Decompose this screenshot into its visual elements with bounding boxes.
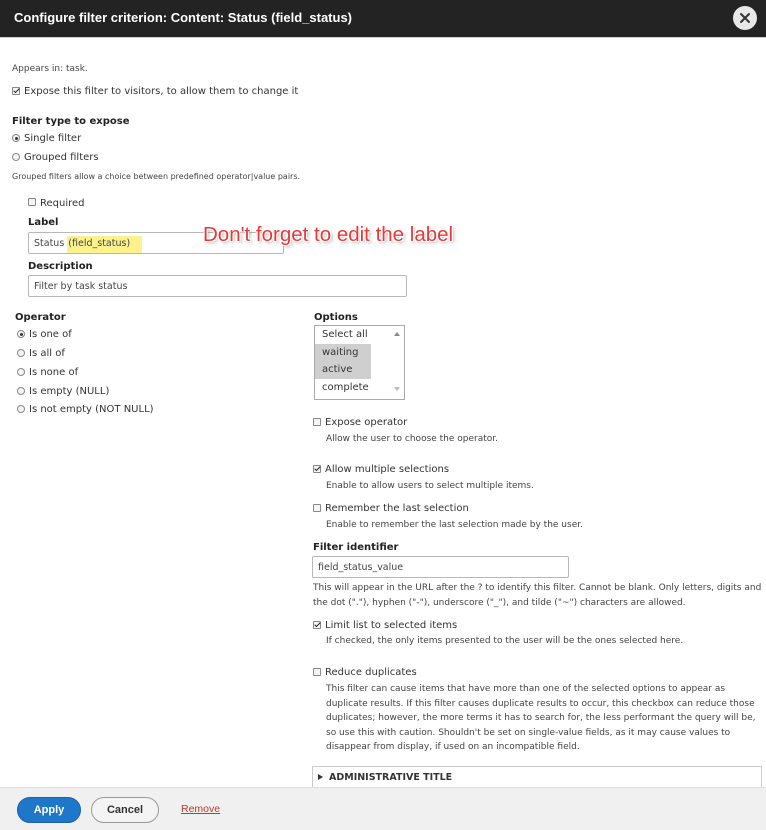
expose-filter-checkbox[interactable] [12,87,20,95]
cancel-button[interactable]: Cancel [91,797,159,823]
label-heading: Label [28,217,59,228]
administrative-title-details[interactable] [312,766,762,788]
reduce-duplicates-label: Reduce duplicates [325,667,417,678]
appears-in-text: Appears in: task. [12,64,88,74]
option-complete[interactable]: complete [322,381,369,393]
expose-operator-label: Expose operator [325,417,408,428]
scroll-up-icon[interactable] [394,332,400,336]
operator-is-one-of-label: Is one of [29,329,72,340]
administrative-title-summary: ADMINISTRATIVE TITLE [329,772,453,783]
allow-multiple-checkbox[interactable] [313,465,321,473]
remember-last-checkbox[interactable] [313,504,321,512]
dialog-titlebar [0,0,766,37]
operator-is-empty-label: Is empty (NULL) [29,386,110,397]
label-input-highlight: (field_status) [67,236,142,253]
option-select-all[interactable]: Select all [322,329,368,340]
remove-link[interactable]: Remove [181,803,221,815]
single-filter-radio[interactable] [12,134,20,142]
description-heading: Description [28,261,93,272]
reduce-duplicates-help-1: This filter can cause items that have more than one of the selected options to appear as [326,684,726,694]
operator-is-all-of-label: Is all of [29,348,65,359]
expose-operator-help: Allow the user to choose the operator. [326,434,499,444]
content-top-border [0,37,766,48]
dialog-title: Configure filter criterion: Content: Status (field_status) [14,10,353,25]
reduce-duplicates-help-3: duplicates; however, the more terms it has to search for, the less performant the query will be, [326,713,756,723]
description-input[interactable] [28,275,407,297]
annotation-callout: Don't forget to edit the label [203,223,454,246]
operator-is-none-of-label: Is none of [29,367,79,378]
operator-is-empty-radio[interactable] [17,387,25,395]
single-filter-label: Single filter [24,133,82,144]
label-input-value: Status [34,238,68,249]
operator-is-not-empty-label: Is not empty (NOT NULL) [29,404,154,415]
options-heading: Options [314,312,358,323]
dialog-footer [0,787,766,830]
limit-list-help: If checked, the only items presented to the user will be the ones selected here. [326,636,684,646]
filter-identifier-heading: Filter identifier [313,542,399,553]
grouped-filters-label: Grouped filters [24,152,99,163]
expose-operator-checkbox[interactable] [313,418,321,426]
filter-type-heading: Filter type to expose [12,116,130,127]
operator-is-not-empty-radio[interactable] [17,405,25,413]
reduce-duplicates-checkbox[interactable] [313,668,321,676]
options-multiselect[interactable] [314,325,405,400]
reduce-duplicates-help-2: duplicate results. If this filter causes duplicate results to occur, this checkbox can reduce those [326,699,755,709]
reduce-duplicates-help-5: disappear from display, if used on an incompatible field. [326,742,580,752]
close-icon[interactable] [733,6,757,30]
option-waiting[interactable]: waiting [315,344,371,362]
grouped-filters-radio[interactable] [12,153,20,161]
limit-list-checkbox[interactable] [313,621,321,629]
filter-identifier-help-1: This will appear in the URL after the ? to identify this filter. Cannot be blank. Only letters, digits and [313,583,762,593]
expose-filter-label: Expose this filter to visitors, to allow them to change it [24,86,299,97]
apply-button[interactable]: Apply [17,797,81,823]
reduce-duplicates-help-4: so use this with caution. Shouldn't be set on single-value fields, as it may cause values to [326,728,731,738]
remember-last-help: Enable to remember the last selection made by the user. [326,520,583,530]
filter-identifier-help-2: the dot ("."), hyphen ("-"), underscore ("_"), and tilde ("~") characters are allowed. [313,598,686,608]
option-active[interactable]: active [315,361,371,379]
scroll-down-icon[interactable] [394,387,400,391]
allow-multiple-help: Enable to allow users to select multiple items. [326,481,534,491]
grouped-filters-help: Grouped filters allow a choice between predefined operator|value pairs. [12,172,301,181]
required-label: Required [40,198,85,209]
limit-list-label: Limit list to selected items [325,620,458,631]
operator-is-none-of-radio[interactable] [17,368,25,376]
filter-identifier-input[interactable] [312,556,569,578]
required-checkbox[interactable] [28,198,36,206]
description-input-value: Filter by task status [34,281,128,292]
operator-heading: Operator [15,312,66,323]
remember-last-label: Remember the last selection [325,503,469,514]
expand-triangle-icon [318,774,323,780]
operator-is-one-of-radio[interactable] [17,330,25,338]
filter-identifier-value: field_status_value [318,562,404,573]
allow-multiple-label: Allow multiple selections [325,464,450,475]
operator-is-all-of-radio[interactable] [17,349,25,357]
